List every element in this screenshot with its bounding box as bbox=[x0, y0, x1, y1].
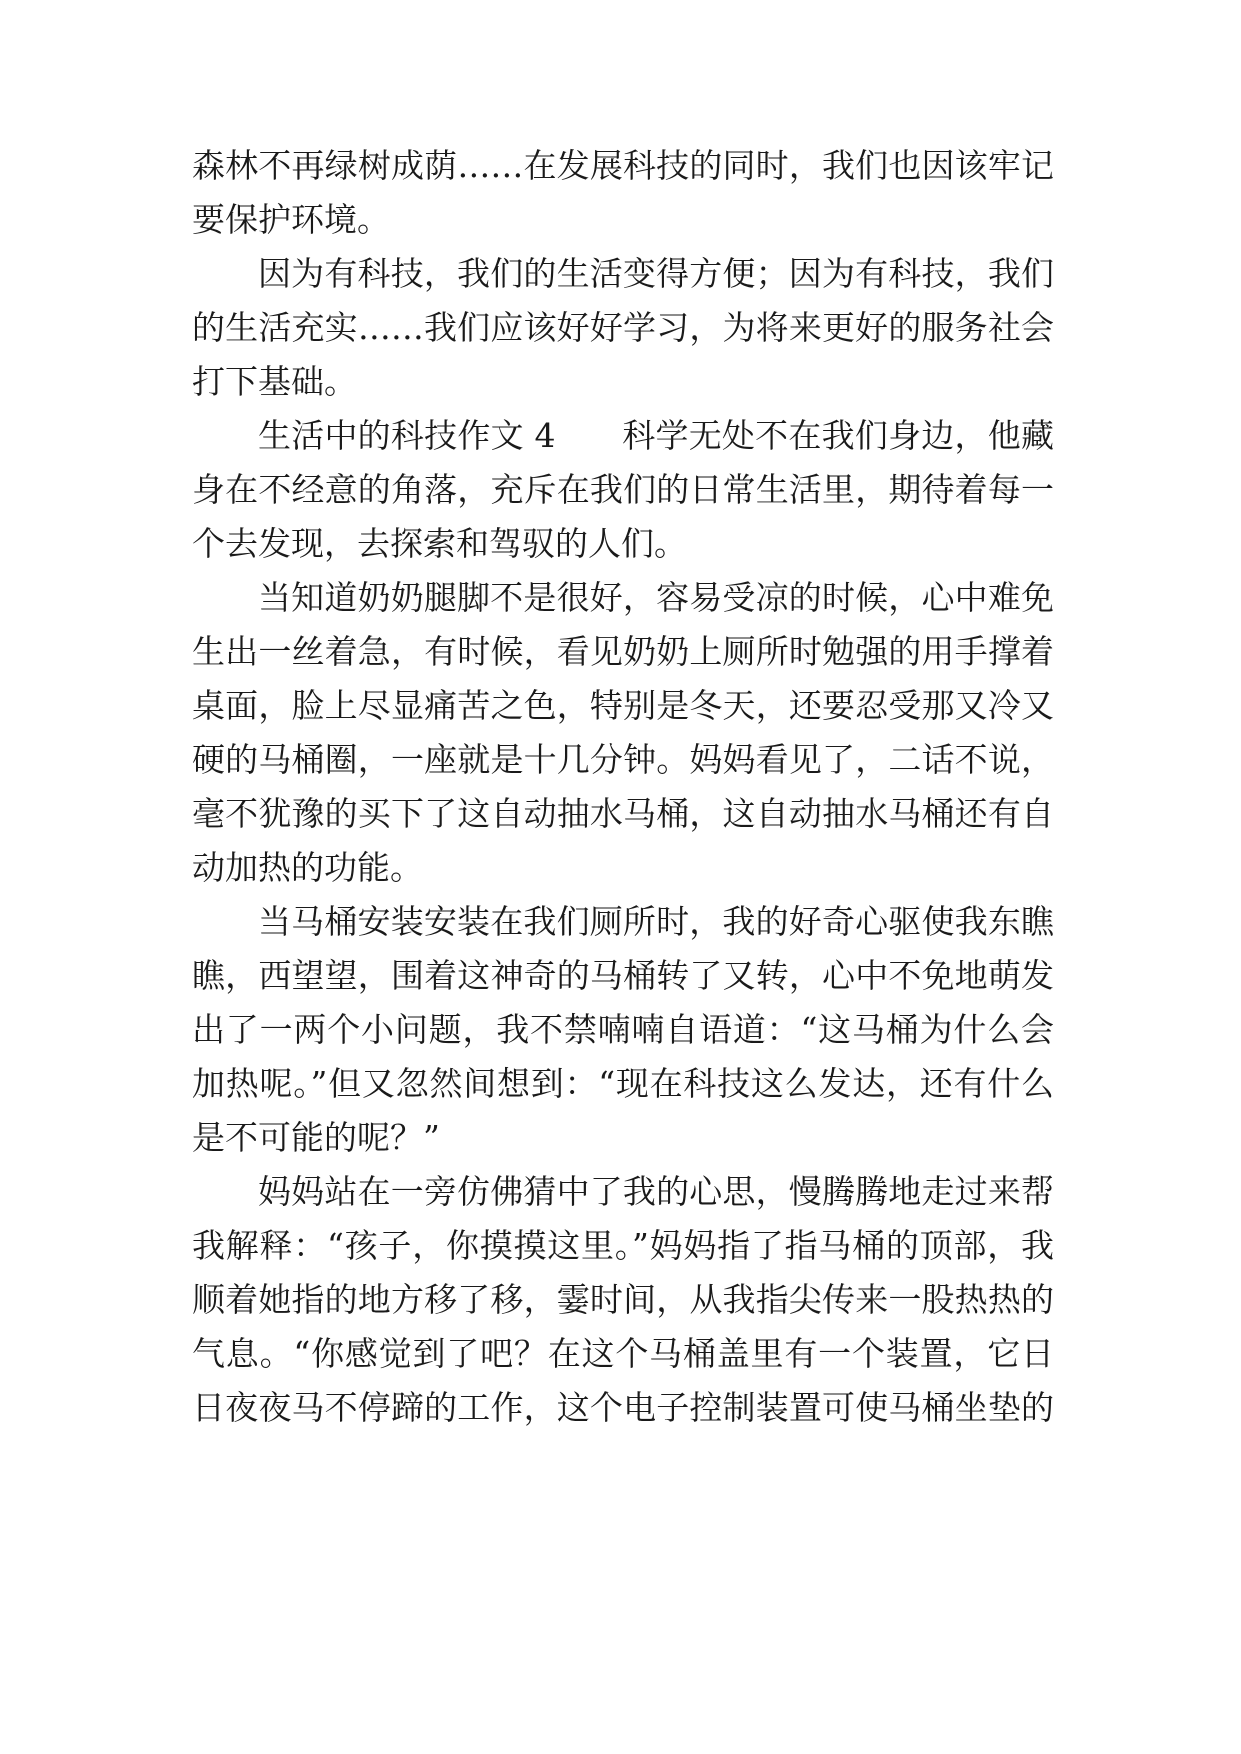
text-line: 硬的马桶圈，一座就是十几分钟。妈妈看见了，二话不说， bbox=[192, 740, 1054, 779]
text-line: 加热呢。”但又忽然间想到：“现在科技这么发达，还有什么 bbox=[192, 1064, 1054, 1103]
text-line: 我解释：“孩子，你摸摸这里。”妈妈指了指马桶的顶部，我 bbox=[192, 1226, 1054, 1265]
text-line: 动加热的功能。 bbox=[192, 848, 423, 887]
text-line: 要保护环境。 bbox=[192, 200, 390, 239]
text-line: 瞧，西望望，围着这神奇的马桶转了又转，心中不免地萌发 bbox=[192, 956, 1054, 995]
text-line: 当马桶安装安装在我们厕所时，我的好奇心驱使我东瞧 bbox=[258, 902, 1054, 941]
text-line: 森林不再绿树成荫……在发展科技的同时，我们也因该牢记 bbox=[192, 146, 1054, 185]
text-line: 生活中的科技作文 4 科学无处不在我们身边，他藏 bbox=[258, 416, 1054, 455]
text-line: 气息。“你感觉到了吧？在这个马桶盖里有一个装置，它日 bbox=[192, 1334, 1054, 1373]
text-line: 当知道奶奶腿脚不是很好，容易受凉的时候，心中难免 bbox=[258, 578, 1054, 617]
text-line: 个去发现，去探索和驾驭的人们。 bbox=[192, 524, 687, 563]
text-line: 日夜夜马不停蹄的工作，这个电子控制装置可使马桶坐垫的 bbox=[192, 1388, 1054, 1427]
text-line: 桌面，脸上尽显痛苦之色，特别是冬天，还要忍受那又冷又 bbox=[192, 686, 1054, 725]
text-line: 顺着她指的地方移了移，霎时间，从我指尖传来一股热热的 bbox=[192, 1280, 1054, 1319]
text-line: 因为有科技，我们的生活变得方便；因为有科技，我们 bbox=[258, 254, 1054, 293]
text-line: 打下基础。 bbox=[192, 362, 357, 401]
text-line: 妈妈站在一旁仿佛猜中了我的心思，慢腾腾地走过来帮 bbox=[258, 1172, 1054, 1211]
text-line: 身在不经意的角落，充斥在我们的日常生活里，期待着每一 bbox=[192, 470, 1054, 509]
text-line: 的生活充实……我们应该好好学习，为将来更好的服务社会 bbox=[192, 308, 1054, 347]
text-line: 毫不犹豫的买下了这自动抽水马桶，这自动抽水马桶还有自 bbox=[192, 794, 1054, 833]
text-line: 出了一两个小问题，我不禁喃喃自语道：“这马桶为什么会 bbox=[192, 1010, 1054, 1049]
text-line: 生出一丝着急，有时候，看见奶奶上厕所时勉强的用手撑着 bbox=[192, 632, 1054, 671]
text-line: 是不可能的呢？” bbox=[192, 1118, 440, 1157]
